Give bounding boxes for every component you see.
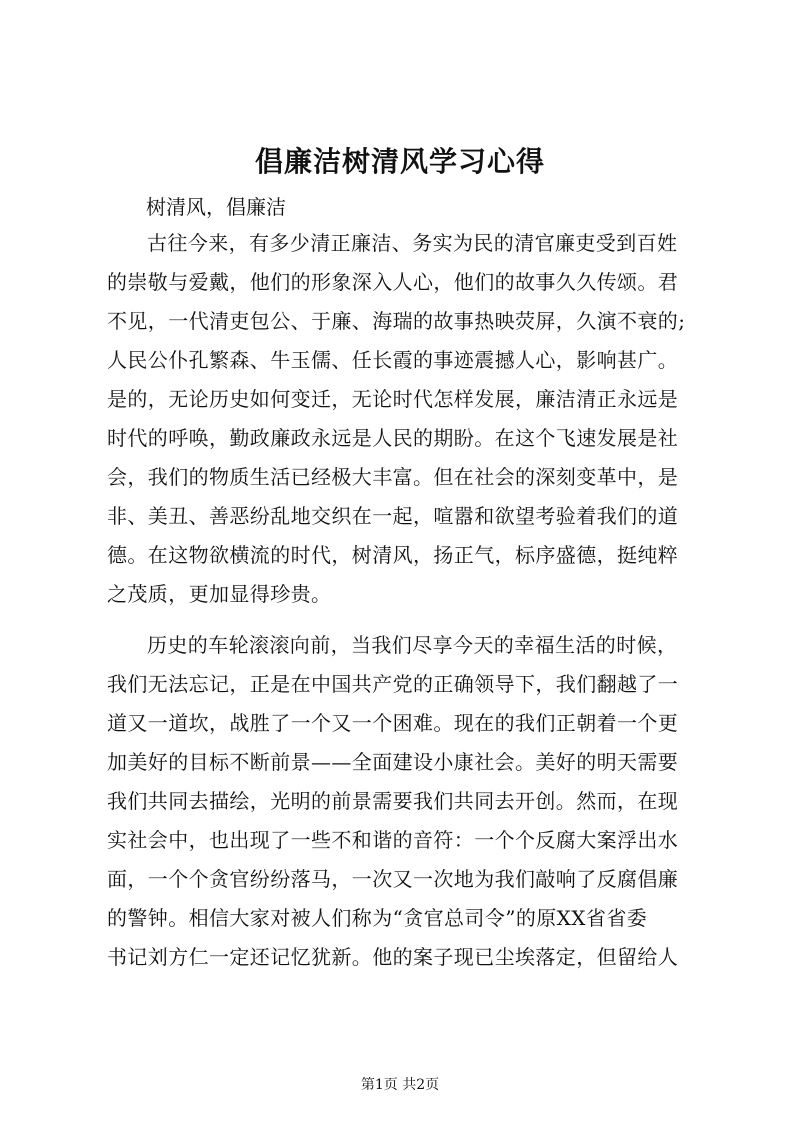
document-body xyxy=(107,224,747,977)
text-line: 的警钟。相信大家对被人们称为“贪官总司令”的原XX省省委 xyxy=(107,906,648,930)
text-line: 不见，一代清吏包公、于廉、海瑞的故事热映荧屏，久演不衰的; xyxy=(107,309,686,333)
text-line: 德。在这物欲横流的时代，树清风，扬正气，标序盛德，挺纯粹 xyxy=(107,543,679,567)
document-title: 倡廉洁树清风学习心得 xyxy=(254,145,545,178)
text-line: 之茂质，更加显得珍贵。 xyxy=(107,582,332,606)
text-line: 书记刘方仁一定还记忆犹新。他的案子现已尘埃落定，但留给人 xyxy=(107,945,679,969)
text-line: 历史的车轮滚滚向前，当我们尽享今天的幸福生活的时候， xyxy=(147,633,678,657)
text-line: 我们无法忘记，正是在中国共产党的正确领导下，我们翻越了一 xyxy=(107,672,679,696)
text-line: 的崇敬与爱戴，他们的形象深入人心，他们的故事久久传颂。君 xyxy=(107,270,679,294)
text-line: 面，一个个贪官纷纷落马，一次又一次地为我们敲响了反腐倡廉 xyxy=(107,867,679,891)
text-line: 时代的呼唤，勤政廉政永远是人民的期盼。在这个飞速发展是社 xyxy=(107,426,679,450)
text-line: 我们共同去描绘，光明的前景需要我们共同去开创。然而，在现 xyxy=(107,789,679,813)
paragraph xyxy=(107,626,747,977)
document-subtitle: 树清风，倡廉洁 xyxy=(146,195,286,219)
text-line: 加美好的目标不断前景——全面建设小康社会。美好的明天需要 xyxy=(107,750,679,774)
text-line: 会，我们的物质生活已经极大丰富。但在社会的深刻变革中，是 xyxy=(107,465,679,489)
paragraph xyxy=(107,224,747,614)
text-line: 人民公仆孔繁森、牛玉儒、任长霞的事迹震撼人心，影响甚广。 xyxy=(107,348,679,372)
text-line: 实社会中，也出现了一些不和谐的音符：一个个反腐大案浮出水 xyxy=(107,828,679,852)
text-line: 非、美丑、善恶纷乱地交织在一起，喧嚣和欲望考验着我们的道 xyxy=(107,504,679,528)
text-line: 古往今来，有多少清正廉洁、务实为民的清官廉吏受到百姓 xyxy=(147,231,678,255)
text-line: 是的，无论历史如何变迁，无论时代怎样发展，廉洁清正永远是 xyxy=(107,387,679,411)
paragraph-spacer xyxy=(107,614,747,626)
text-line: 道又一道坎，战胜了一个又一个困难。现在的我们正朝着一个更 xyxy=(107,711,679,735)
page-footer: 第1页 共2页 xyxy=(360,1077,440,1093)
